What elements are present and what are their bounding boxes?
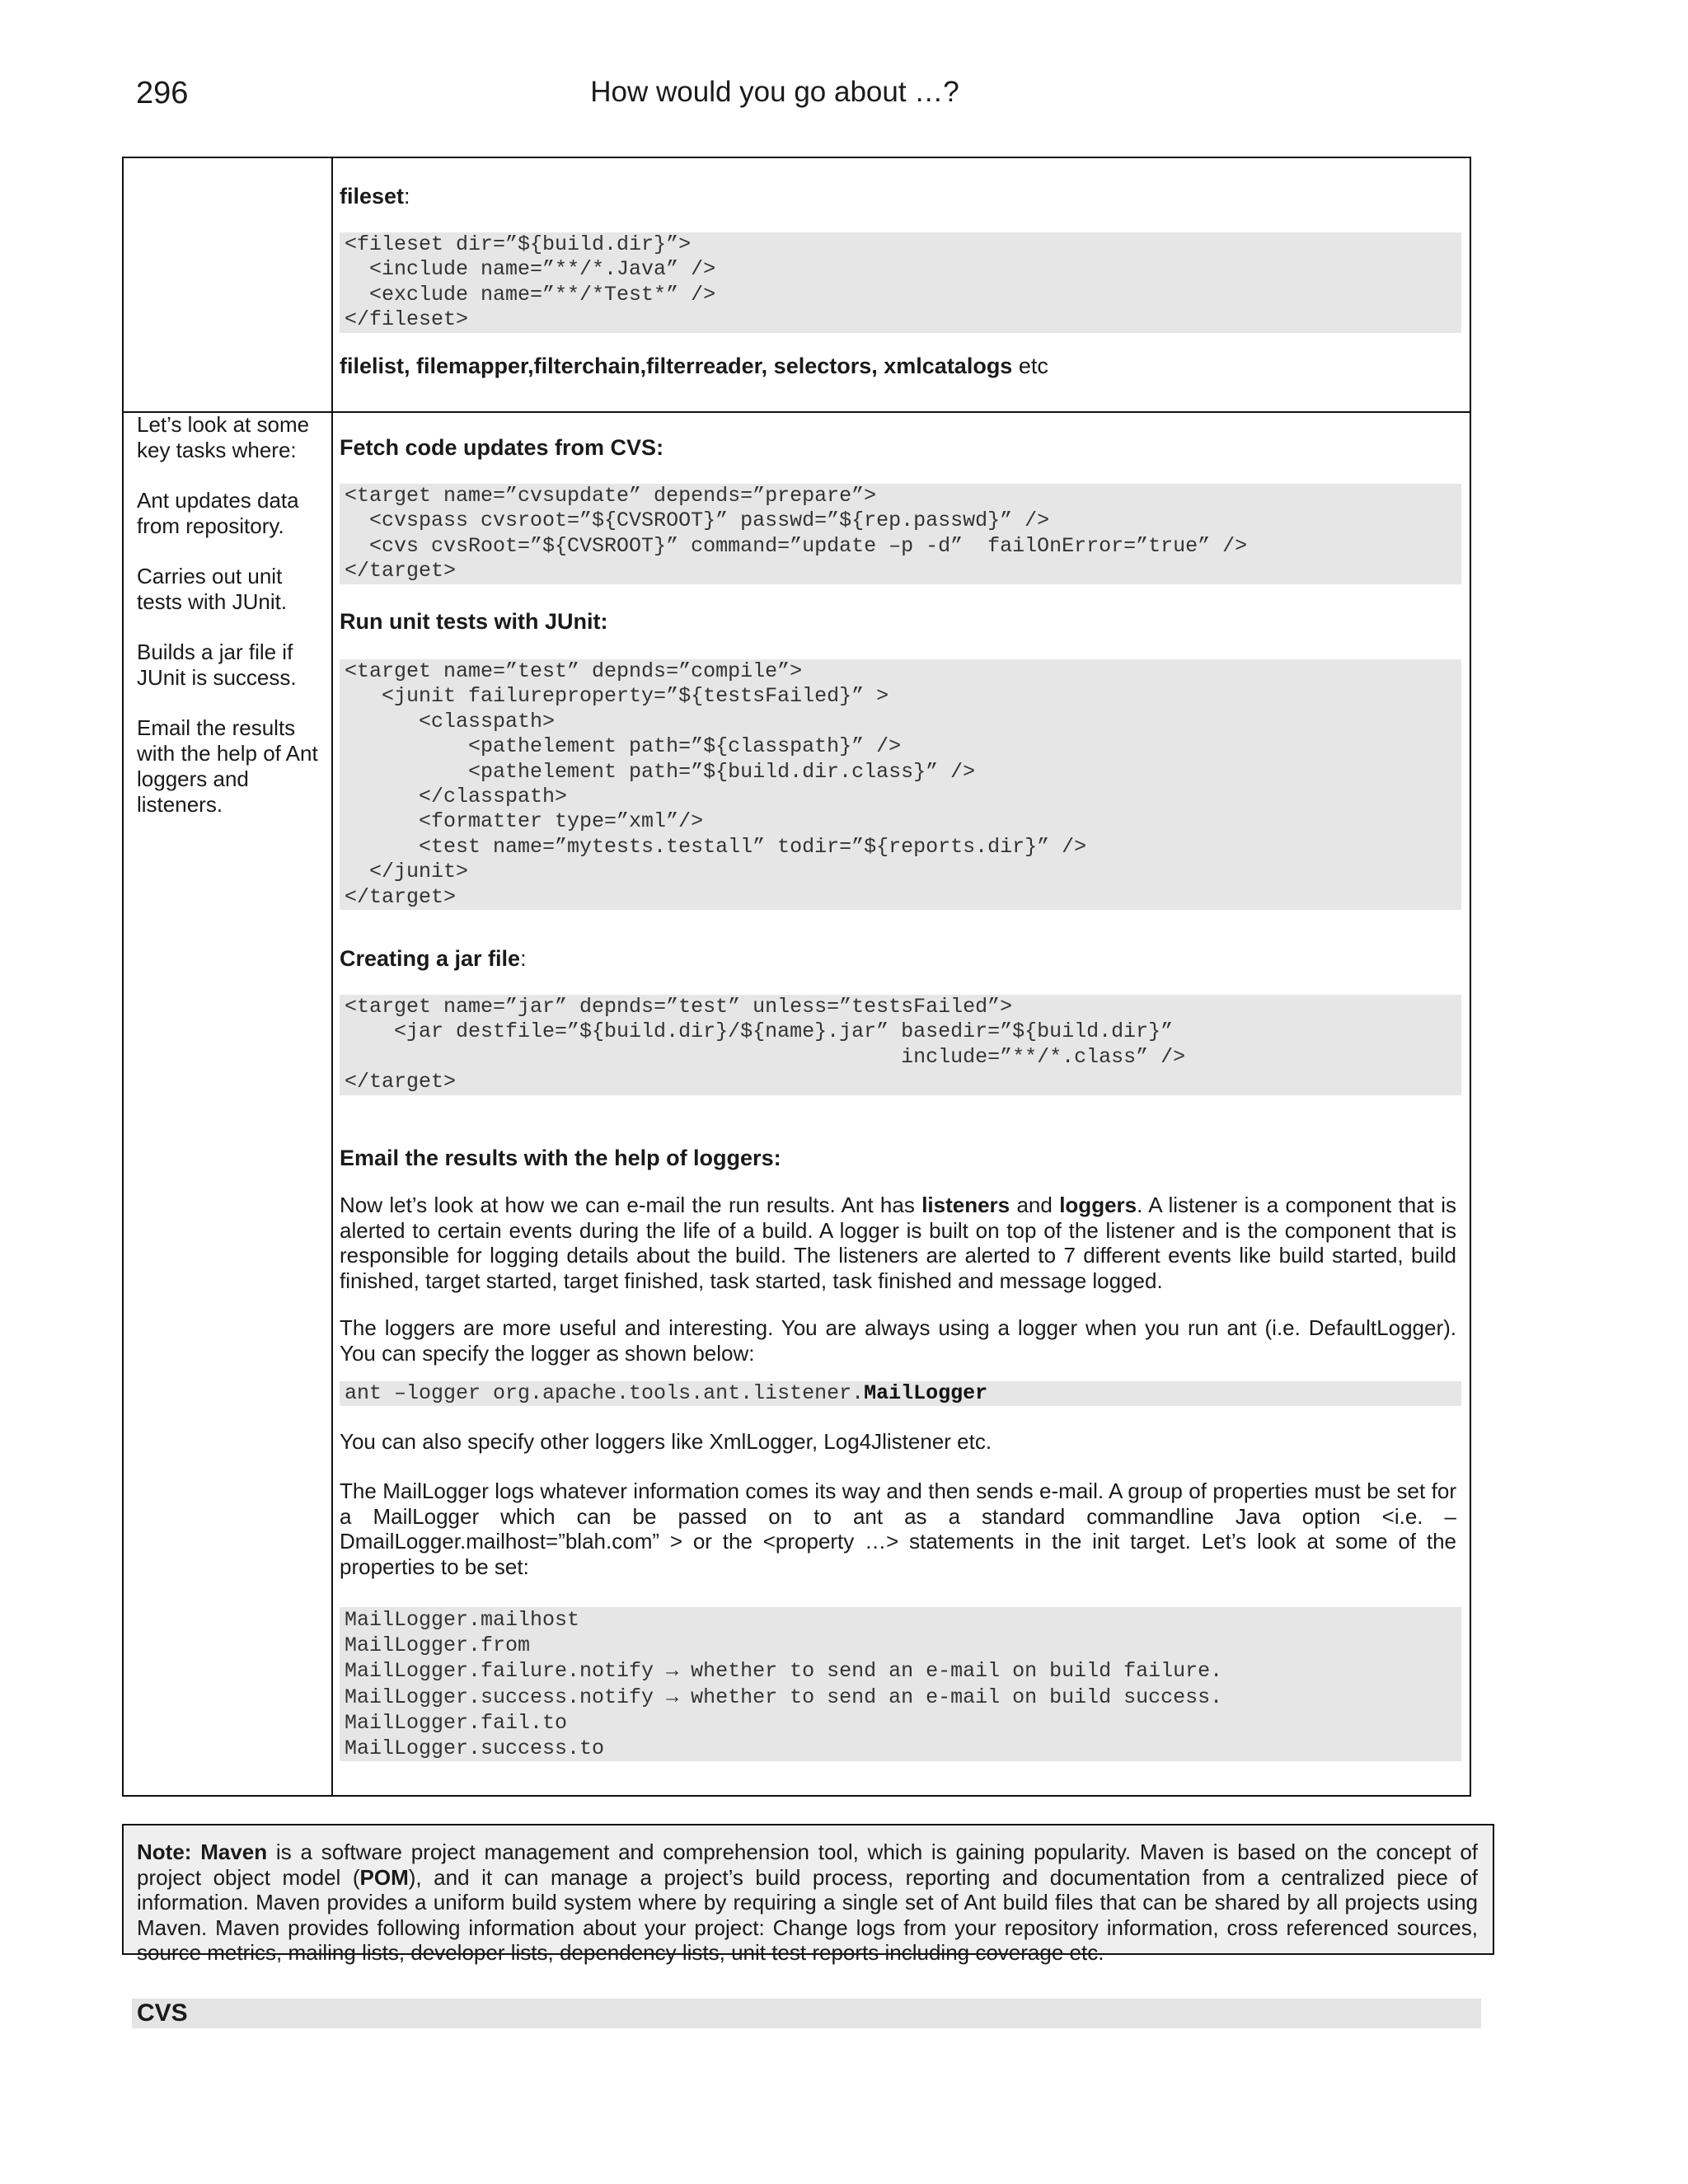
left-note-junit: Carries out unit tests with JUnit.: [137, 564, 288, 614]
fileset-label: [340, 183, 1456, 210]
listeners-term: listeners: [921, 1193, 1010, 1217]
maillogger-command: ant –logger org.apache.tools.ant.listener.MailLogger: [340, 1381, 1461, 1406]
other-types-bold: filelist, filemapper,filterchain,filterreader, selectors, xmlcatalogs: [340, 354, 1013, 378]
email-paragraph-4: The MailLogger logs whatever information comes its way and then sends e-mail. A group of properties must be set for a MailLogger which can be passed on to ant as a standard commandline Java option <i.e. –DmailLogger.mailhost=”blah.com” > or the <property …> statements in the init target. Let’s look at some of the properties to be set:: [340, 1479, 1456, 1579]
cvs-code: <target name=”cvsupdate” depends=”prepare”> <cvspass cvsroot=”${CVSROOT}” passwd=”${rep.passwd}” /> <cvs cvsRoot=”${CVSROOT}” command=”update –p -d” failOnError=”true” /> </target>: [340, 484, 1461, 584]
junit-code: <target name=”test” depnds=”compile”> <junit failureproperty=”${testsFailed}” > <classpath> <pathelement path=”${classpath}” /> <pathelement path=”${build.dir.class}” /> </classpath> <formatter type=”xml”/> <test name=”mytests.testall” todir=”${reports.dir}” /> </junit> </target>: [340, 659, 1461, 910]
maven-note-box: Note: Maven is a software project management and comprehension tool, which is gaining popularity. Maven is based on the concept of project object model (POM), and it can manage a project’s build process, reporting and documentation from a centralized piece of information. Maven provides a uniform build system where by requiring a single set of Ant build files that can be shared by all projects using Maven. Maven provides following information about your project: Change logs from your repository information, cross referenced sources, source metrics, mailing lists, developer lists, dependency lists, unit test reports including coverage etc.: [122, 1824, 1494, 1955]
maillogger-class: MailLogger: [864, 1381, 988, 1405]
fileset-code: <fileset dir=”${build.dir}”> <include name=”**/*.Java” /> <exclude name=”**/*Test*” /> </fileset>: [340, 232, 1461, 333]
left-note-jar: Builds a jar file if JUnit is success.: [137, 640, 297, 690]
column-divider: [331, 158, 333, 1795]
maven-term: Maven: [200, 1840, 268, 1864]
row-divider: [124, 411, 1470, 413]
email-paragraph-2: The loggers are more useful and interesting. You are always using a logger when you run ant (i.e. DefaultLogger). You can specify the logger as shown below:: [340, 1315, 1456, 1366]
left-note-intro: Let’s look at some key tasks where:: [137, 412, 310, 462]
left-note-cvs: Ant updates data from repository.: [137, 488, 299, 538]
jar-term: Creating a jar file: [340, 946, 521, 971]
colon: :: [404, 184, 410, 209]
section-heading-cvs: CVS: [132, 1999, 1481, 2028]
junit-label: Run unit tests with JUnit:: [340, 609, 608, 634]
other-types-line: [340, 353, 1456, 380]
maillogger-properties-code: MailLogger.mailhost MailLogger.from MailLogger.failure.notify → whether to send an e-mail on build failure. MailLogger.success.notify → whether to send an e-mail on build success. MailLogger.fail.to MailLogger.success.to: [340, 1607, 1461, 1761]
cvs-label: Fetch code updates from CVS:: [340, 435, 664, 460]
note-lead: Note:: [137, 1840, 192, 1864]
jar-code: <target name=”jar” depnds=”test” unless=”testsFailed”> <jar destfile=”${build.dir}/${name}.jar” basedir=”${build.dir}” include=”**/*.class” /> </target>: [340, 995, 1461, 1095]
left-note-email: Email the results with the help of Ant loggers and listeners.: [137, 715, 318, 817]
pom-term: POM: [359, 1864, 409, 1890]
email-label: Email the results with the help of loggers:: [340, 1146, 781, 1170]
jar-label: [340, 945, 1456, 972]
colon: :: [520, 946, 527, 971]
fileset-term: fileset: [340, 184, 405, 209]
email-paragraph-1: Now let’s look at how we can e-mail the run results. Ant has listeners and loggers. A listener is a component that is alerted to certain events during the life of a build. A logger is built on top of the listener and is the component that is responsible for logging details about the build. The listeners are alerted to 7 different events like build started, build finished, target started, target finished, task started, task finished and message logged.: [340, 1193, 1456, 1293]
left-notes: [137, 412, 320, 842]
page-number: 296: [136, 76, 189, 110]
other-types-tail: etc: [1012, 354, 1048, 378]
loggers-term: loggers: [1059, 1193, 1137, 1217]
running-head: How would you go about …?: [590, 76, 959, 108]
email-paragraph-3: You can also specify other loggers like XmlLogger, Log4Jlistener etc.: [340, 1429, 992, 1454]
main-table: [122, 157, 1471, 1797]
